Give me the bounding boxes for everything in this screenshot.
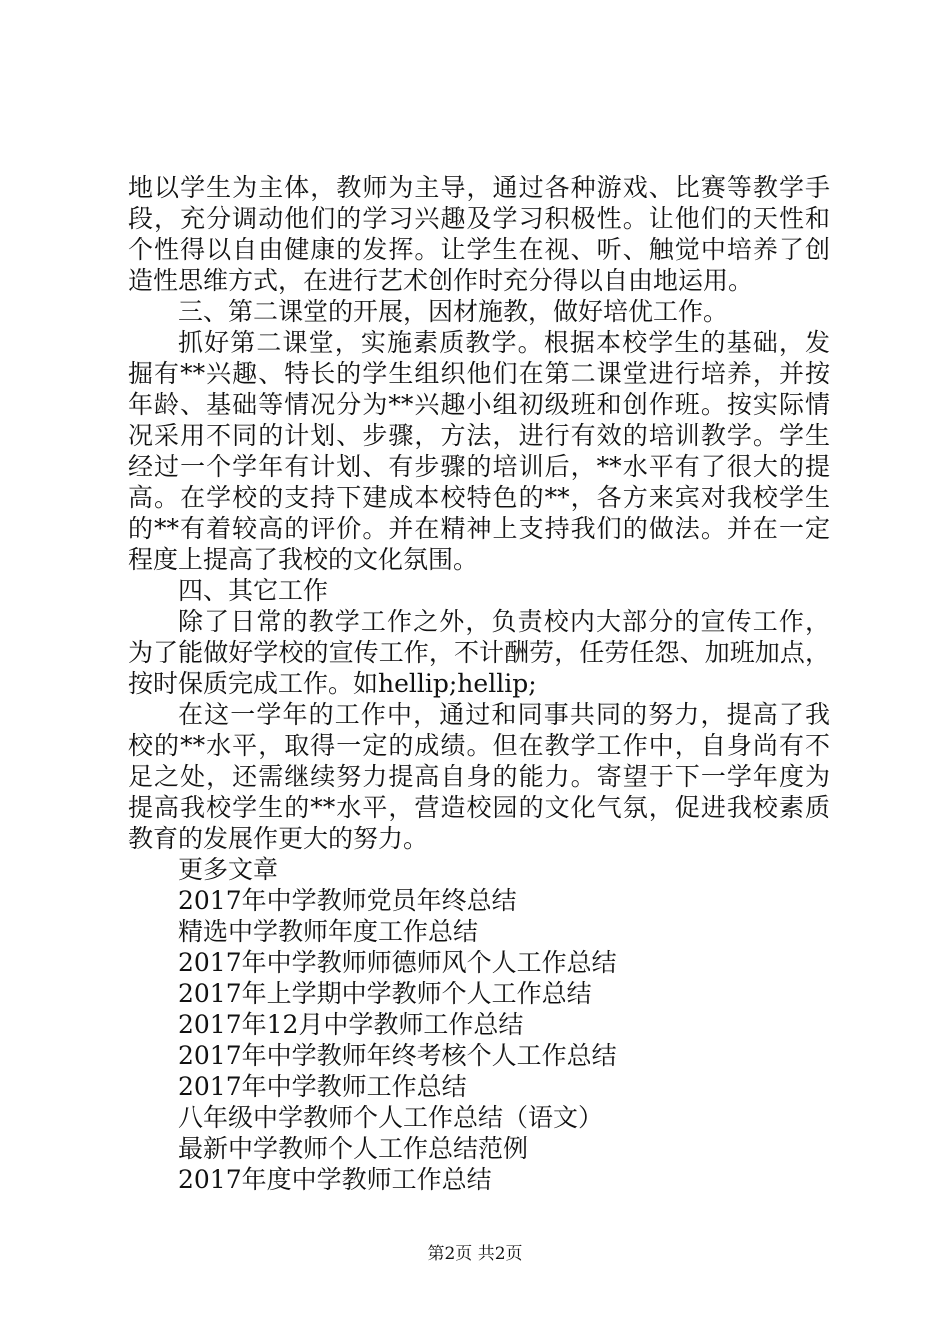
text-line: 个性得以自由健康的发挥。让学生在视、听、触觉中培养了创 xyxy=(128,235,830,264)
text-line: 掘有**兴趣、特长的学生组织他们在第二课堂进行培养，并按 xyxy=(128,359,830,388)
text-line: 经过一个学年有计划、有步骤的培训后，**水平有了很大的提 xyxy=(128,452,830,481)
page-indicator: 第2页 共2页 xyxy=(427,1244,523,1264)
text-line: 段，充分调动他们的学习兴趣及学习积极性。让他们的天性和 xyxy=(128,204,830,233)
text-line: 除了日常的教学工作之外，负责校内大部分的宣传工作， xyxy=(178,607,830,636)
text-line: 程度上提高了我校的文化氛围。 xyxy=(128,545,479,574)
more-article-link[interactable]: 2017年中学教师师德师风个人工作总结 xyxy=(178,948,617,977)
more-article-link[interactable]: 2017年上学期中学教师个人工作总结 xyxy=(178,979,592,1008)
text-line: 年龄、基础等情况分为**兴趣小组初级班和创作班。按实际情 xyxy=(128,390,830,419)
text-line: 校的**水平，取得一定的成绩。但在教学工作中，自身尚有不 xyxy=(128,731,830,760)
text-line: 按时保质完成工作。如hellip;hellip; xyxy=(128,669,537,698)
more-article-link[interactable]: 2017年中学教师党员年终总结 xyxy=(178,886,517,915)
text-line: 四、其它工作 xyxy=(178,576,329,605)
text-line: 教育的发展作更大的努力。 xyxy=(128,824,429,853)
more-article-link[interactable]: 2017年中学教师工作总结 xyxy=(178,1072,467,1101)
text-line: 抓好第二课堂，实施素质教学。根据本校学生的基础，发 xyxy=(178,328,830,357)
more-article-link[interactable]: 精选中学教师年度工作总结 xyxy=(178,917,479,946)
text-line: 足之处，还需继续努力提高自身的能力。寄望于下一学年度为 xyxy=(128,762,830,791)
more-articles-heading: 更多文章 xyxy=(178,855,279,884)
text-line: 在这一学年的工作中，通过和同事共同的努力，提高了我 xyxy=(178,700,830,729)
more-articles-list xyxy=(128,885,830,1195)
text-line: 况采用不同的计划、步骤，方法，进行有效的培训教学。学生 xyxy=(128,421,830,450)
text-line: 高。在学校的支持下建成本校特色的**，各方来宾对我校学生 xyxy=(128,483,830,512)
body-text xyxy=(128,172,830,854)
text-line: 的**有着较高的评价。并在精神上支持我们的做法。并在一定 xyxy=(128,514,830,543)
more-article-link[interactable]: 八年级中学教师个人工作总结（语文） xyxy=(178,1103,604,1132)
text-line: 提高我校学生的**水平，营造校园的文化气氛，促进我校素质 xyxy=(128,793,830,822)
more-article-link[interactable]: 最新中学教师个人工作总结范例 xyxy=(178,1134,529,1163)
text-line: 为了能做好学校的宣传工作，不计酬劳，任劳任怨、加班加点， xyxy=(128,638,830,667)
more-article-link[interactable]: 2017年中学教师年终考核个人工作总结 xyxy=(178,1041,617,1070)
more-article-link[interactable]: 2017年度中学教师工作总结 xyxy=(178,1165,492,1194)
text-line: 地以学生为主体，教师为主导，通过各种游戏、比赛等教学手 xyxy=(128,173,830,202)
document-body xyxy=(128,172,830,1195)
more-article-link[interactable]: 2017年12月中学教师工作总结 xyxy=(178,1010,524,1039)
text-line: 造性思维方式，在进行艺术创作时充分得以自由地运用。 xyxy=(128,266,754,295)
text-line: 三、第二课堂的开展，因材施教，做好培优工作。 xyxy=(178,297,729,326)
